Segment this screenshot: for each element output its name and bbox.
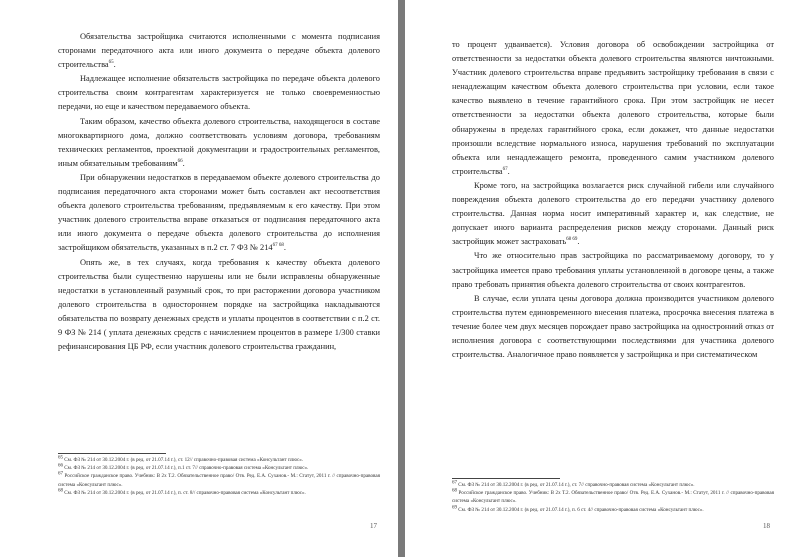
page-number: 18 [763, 522, 770, 530]
paragraph-text: Таким образом, качество объекта долевого строительства, находящегося в составе многоквартирного дома, должно соответствовать условиям договора, требованиям технических регламентов, проектной документации и градостроительных регламентов, иным обязательным требованиям [58, 116, 380, 168]
footnote-text: См. ФЗ № 214 от 30.12.2004 г. (в ред. от 21.07.14 г.), ст. 7// справочно-правовая система «Консультант плюс». [458, 482, 695, 488]
footnote-separator [452, 478, 560, 479]
footnote-text: См. ФЗ № 214 от 30.12.2004 г. (в ред. от 21.07.14 г.), п. 6 ст. 4// справочно-правовая система «Консультант плюс». [458, 506, 704, 513]
paragraph-text: Надлежащее исполнение обязательств застройщика по передаче объекта долевого строительства своим контрагентам характеризуется не только своевременностью передачи, но еще и качеством передаваемого объекта. [58, 74, 380, 112]
footnote-ref: 68 69 [566, 237, 578, 243]
footnote [58, 464, 380, 472]
footnote-ref: 65 [108, 60, 114, 66]
footnote-text: Российское гражданское право. Учебник: В 2х Т.2. Обязательственное право/ Отв. Ред. Е.А. Суханов.- М.: Статут, 2011 г. // справочно-правовая система «Консультант плюс». [452, 490, 774, 505]
footnote [452, 489, 774, 505]
paragraph-tail: . [577, 237, 580, 247]
footnote-text: Российское гражданское право. Учебник: В 2х Т.2. Обязательственное право/ Отв. Ред. Е.А. Суханов.- М.: Статут, 2011 г. // справочно-правовая система «Консультант плюс». [58, 473, 380, 488]
footnote-text: См. ФЗ № 214 от 30.12.2004 г. (в ред. от 21.07.14 г.), п.1 ст. 7// справочно-правовая система «Консультант плюс». [64, 465, 309, 472]
paragraph [452, 179, 774, 249]
paragraph [58, 256, 380, 355]
footnote-ref: 67 [502, 167, 508, 173]
paragraph [452, 249, 774, 291]
page-number: 17 [370, 522, 377, 530]
footnote-mark: 67 [58, 471, 63, 477]
document-page-17 [0, 0, 398, 557]
footnote-text: См. ФЗ № 214 от 30.12.2004 г. (в ред. от 21.07.14 г.), п. ст. 8// справочно-правовая система «Консультант плюс». [64, 489, 306, 496]
paragraph-text: то процент удваивается). Условия договора об освобождении застройщика от ответственности за недостатки объекта долевого строительства являются ничтожными. Участник долевого строительства вправе предъявить застройщику требования в связи с ненадлежащим качеством объекта долевого строительства при условии, если такое качество выявлено в течение гарантийного срока. При этом застройщик не несет ответственности за недостатки объекта долевого строительства, которые были обнаружены в пределах гарантийного срока, если докажет, что данные недостатки произошли вследствие нормального износа, нарушения требований по эксплуатации объекта или ненадлежащего ремонта, проведенного самим участником долевого строительства [452, 40, 774, 176]
footnote-mark: 68 [452, 488, 457, 494]
page-body [58, 30, 380, 354]
footnote-separator [58, 453, 166, 454]
footnote-mark: 68 [58, 488, 63, 494]
paragraph [58, 171, 380, 256]
footnote-mark: 69 [452, 504, 457, 510]
document-page-18 [405, 0, 803, 557]
paragraph [58, 72, 380, 114]
footnote [452, 481, 774, 489]
footnote [58, 472, 380, 488]
paragraph [58, 115, 380, 171]
page-gutter [398, 0, 405, 557]
footnote [58, 489, 380, 497]
paragraph-text: Кроме того, на застройщика возлагается риск случайной гибели или случайного повреждения объекта долевого строительства до его передачи участнику долевого строительства. Данная норма носит императивный характер и, как следствие, не допускает иного варианта распределения рисков между сторонами. Данный риск застройщик может застраховать [452, 180, 774, 247]
footnote-text: См. ФЗ № 214 от 30.12.2004 г. (в ред. от 21.07.14 г.), ст. 12// справочно-правовая система «Консультант плюс». [64, 457, 304, 463]
footnotes [58, 456, 380, 497]
footnote-mark: 67 [452, 480, 457, 486]
paragraph-tail: . [113, 60, 116, 70]
footnotes [452, 481, 774, 514]
paragraph-text: При обнаружении недостатков в передаваемом объекте долевого строительства до подписания передаточного акта сторонами может быть составлен акт несоответствия объекта долевого строительства требованиям, предъявляемым к его качеству. При этом участник долевого строительства вправе отказаться от подписания передаточного акта или иного документа о передаче объекта долевого строительства до исполнения застройщиком обязательств, указанных в п.2 ст. 7 ФЗ № 214 [58, 172, 380, 253]
paragraph-tail: . [182, 158, 185, 168]
footnote-mark: 65 [58, 455, 63, 461]
paragraph-text: Опять же, в тех случаях, когда требования к качеству объекта долевого строительства были существенно нарушены или не были исправлены обнаруженные недостатки в установленный разумный срок, то при расторжении договора участником долевого строительства в одностороннем порядке на застройщика накладываются обязательства по возврату денежных средств и уплаты процентов в соответствии с п.2 ст. 9 ФЗ № 214 ( уплата денежных средств с начислением процентов в размере 1/300 ставки рефинансирования ЦБ РФ, если участник долевого строительства гражданин, [58, 257, 380, 352]
paragraph-text: Обязательства застройщика считаются исполненными с момента подписания сторонами передаточного акта или иного документа о передаче объекта долевого строительства [58, 32, 380, 70]
footnote-mark: 66 [58, 463, 63, 469]
paragraph [452, 292, 774, 362]
paragraph [58, 30, 380, 72]
footnote [452, 506, 774, 514]
paragraph [452, 38, 774, 179]
paragraph-tail: . [507, 166, 510, 176]
footnote [58, 456, 380, 464]
paragraph-text: Что же относительно прав застройщика по рассматриваемому договору, то у застройщика имеется право требования уплаты установленной в договоре цены, а также право требовать принятия объекта долевого строительства от своих контрагентов. [452, 251, 774, 289]
paragraph-text: В случае, если уплата цены договора должна производится участником долевого строительства путем единовременного внесения платежа, просрочка внесения платежа в течение более чем двух месяцев порождает право застройщика на одностронний отказ от исполнения договора с соответствующими последствиями для участника долевого строительства. Аналогичное право появляется у застройщика и при систематическом [452, 293, 774, 360]
paragraph-tail: . [283, 243, 286, 253]
footnote-ref: 67 68 [272, 243, 284, 249]
footnote-ref: 66 [177, 159, 183, 165]
page-body [452, 38, 774, 362]
